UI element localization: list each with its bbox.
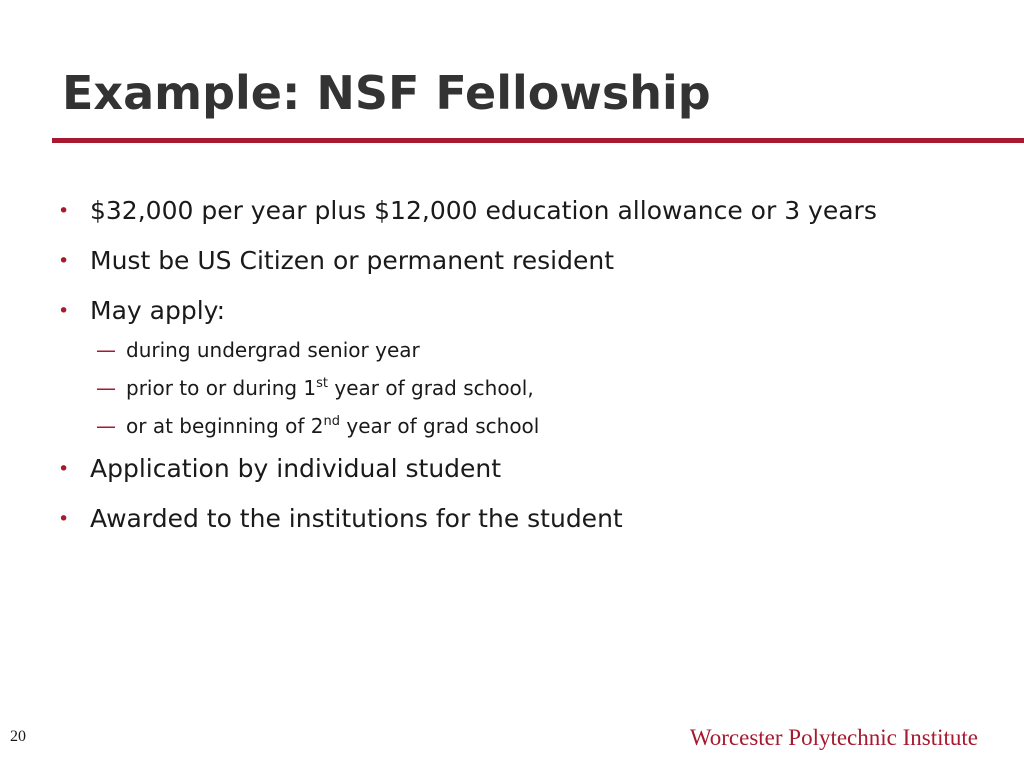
bullet-text: Must be US Citizen or permanent resident [90,246,615,275]
bullet-dot-icon: • [58,250,70,272]
sub-bullet-text-prefix: prior to or during 1 [126,376,317,400]
page-number: 20 [10,728,26,745]
sub-bullet-list [56,336,956,440]
bullet-dot-icon: • [58,300,70,322]
sub-bullet-item [56,336,956,364]
ordinal-suffix: nd [323,414,341,429]
bullet-text: Application by individual student [90,454,502,483]
slide-title: Example: NSF Fellowship [62,66,711,120]
sub-bullet-item [56,374,956,402]
bullet-item [56,194,956,228]
dash-icon: — [96,414,116,438]
bullet-text: $32,000 per year plus $12,000 education allowance or 3 years [90,196,877,225]
slide-body [56,194,956,552]
bullet-item [56,502,956,536]
sub-bullet-text-suffix: year of grad school, [328,376,534,400]
sub-bullet-text-suffix: year of grad school [340,414,540,438]
footer-institution-name: Worcester Polytechnic Institute [689,725,978,750]
ordinal-suffix: st [316,376,329,391]
bullet-dot-icon: • [58,200,70,222]
title-divider [52,138,1024,143]
bullet-dot-icon: • [58,458,70,480]
dash-icon: — [96,338,116,362]
bullet-text: Awarded to the institutions for the student [90,504,623,533]
bullet-item [56,452,956,486]
bullet-item [56,294,956,328]
sub-bullet-item [56,412,956,440]
dash-icon: — [96,376,116,400]
sub-bullet-text: during undergrad senior year [126,338,420,362]
bullet-text: May apply: [90,296,226,325]
sub-bullet-text-prefix: or at beginning of 2 [126,414,324,438]
bullet-item [56,244,956,278]
bullet-dot-icon: • [58,508,70,530]
